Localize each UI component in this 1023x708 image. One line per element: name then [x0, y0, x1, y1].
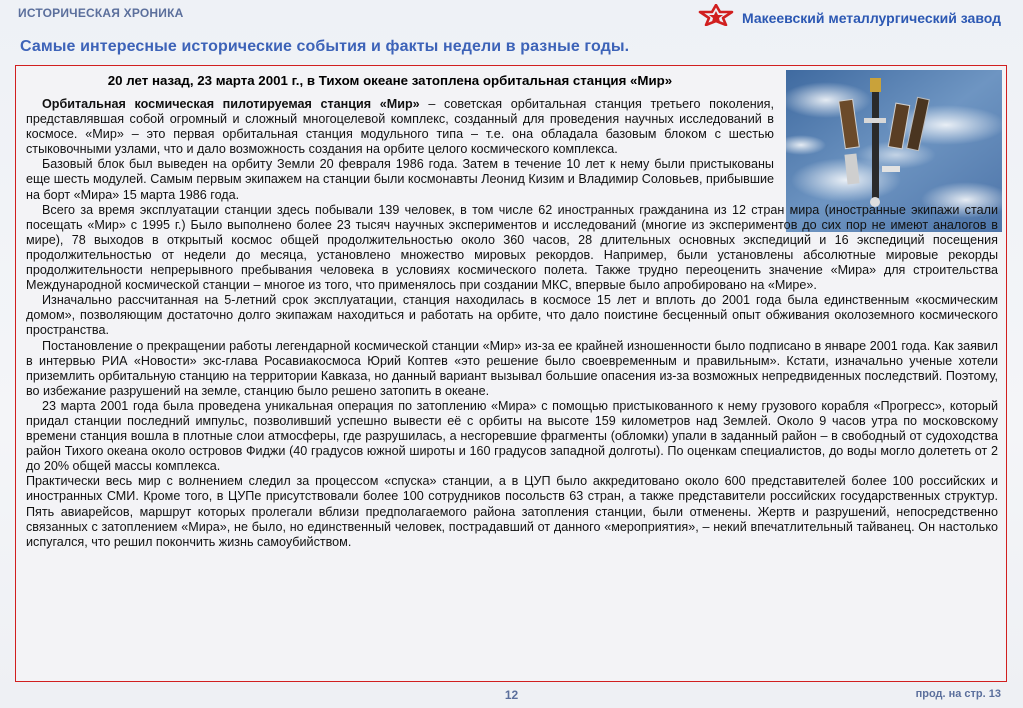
red-star-logo-icon	[698, 4, 734, 31]
paragraph-7: Практически весь мир с волнением следил за процессом «спуска» станции, а в ЦУП было аккредитовано около 600 представителей более 100 российских и иностранных СМИ. Кроме того, в ЦУПе присутствовали более 100 сотрудников посольств 63 стран, а также представители российских государственных структур. Пять авиарейсов, маршрут которых пролегали вблизи предполагаемого района затопления станции, были отменены. Жертв и разрушений, непосредственно связанных с затоплением «Мира», не было, но единственный человек, пострадавший от данного «мероприятия», – некий впечатлительный тайванец. Он настолько испугался, что решил покончить жизнь самоубийством.	[26, 474, 998, 549]
article-body	[26, 97, 998, 550]
paragraph-4: Изначально рассчитанная на 5-летний срок эксплуатации, станция находилась в космосе 15 лет и вплоть до 2001 года была единственным «космическим домом», позволяющим достаточно долго экипажам находиться и работать на орбите, что дало поистине бесценный опыт обживания околоземного космического пространства.	[26, 293, 998, 338]
section-title: ИСТОРИЧЕСКАЯ ХРОНИКА	[18, 6, 184, 20]
lead-bold: Орбитальная космическая пилотируемая станция «Мир»	[42, 97, 420, 111]
company-logo	[698, 4, 1001, 31]
paragraph-1	[26, 97, 774, 157]
page-number: 12	[504, 688, 519, 702]
paragraph-5: Постановление о прекращении работы легендарной космической станции «Мир» из-за ее крайней изношенности было подписано в январе 2001 года. Как заявил в интервью РИА «Новости» экс-глава Росавиакосмоса Юрий Коптев «это решение было своевременным и правильным». Кстати, изначально ученые хотели приземлить орбитальную станцию на территории Кавказа, но данный вариант вызывал большие опасения из-за возможных непредвиденных последствий. Поэтому, во избежание разрушений на земле, станцию было решено затопить в океане.	[26, 338, 998, 398]
continued-link[interactable]: прод. на стр. 13	[915, 688, 1001, 700]
company-name: Макеевский металлургический завод	[741, 9, 1001, 26]
article-title: 20 лет назад, 23 марта 2001 г., в Тихом океане затоплена орбитальная станция «Мир»	[107, 73, 673, 88]
paragraph-1-text: – советская орбитальная станция третьего поколения, представлявшая собой огромный и сложный многоцелевой комплекс, созданный для проведения научных исследований в космосе. «Мир» – это первая орбитальная станция модульного типа – т.е. она обладала базовым блоком с шестью стыковочными узлами, что и дало возможность создания на орбите целого космического комплекса.	[26, 97, 775, 157]
page-headline: Самые интересные исторические события и факты недели в разные годы.	[20, 38, 630, 55]
paragraph-3: Всего за время эксплуатации станции здесь побывали 139 человек, в том числе 62 иностранных гражданина из 12 стран мира (иностранные экипажи стали посещать «Мир» с 1995 г.) Было выполнено более 23 тысяч научных экспериментов и исследований (многие из экспериментов до сих пор не имеют аналогов в мире), 78 выходов в открытый космос общей продолжительностью около 360 часов, 28 длительных основных экспедиций и 16 экспедиций посещения продолжительностью от недели до месяца, установлено множество мировых рекордов. Например, были установлены абсолютные мировые рекорды продолжительности непрерывного пребывания человека в условиях космического полета. Также трудно переоценить значение «Мира» для строительства Международной космической станции – многое из того, что применялось при создании МКС, впервые было апробировано на «Мире».	[26, 202, 998, 293]
paragraph-2: Базовый блок был выведен на орбиту Земли 20 февраля 1986 года. Затем в течение 10 лет к нему были пристыкованы еще шесть модулей. Самым первым экипажем на станции были космонавты Леонид Кизим и Владимир Соловьев, прибывшие на борт «Мира» 15 марта 1986 года.	[26, 157, 774, 202]
paragraph-6: 23 марта 2001 года была проведена уникальная операция по затоплению «Мира» с помощью пристыкованного к нему грузового корабля «Прогресс», который придал станции последний импульс, позволивший успешно вывести её с орбиты на высоте 159 километров над Землей. Около 9 часов утра по московскому времени станция вошла в плотные слои атмосферы, где разрушилась, а несгоревшие фрагменты (обломки) упали в заданный район – в свободный от судоходства район Тихого океана около островов Фиджи (40 градусов южной широты и 160 градусов западной долготы). По оценкам специалистов, до воды могло долететь от 2 до 20% общей массы комплекса.	[26, 398, 998, 474]
